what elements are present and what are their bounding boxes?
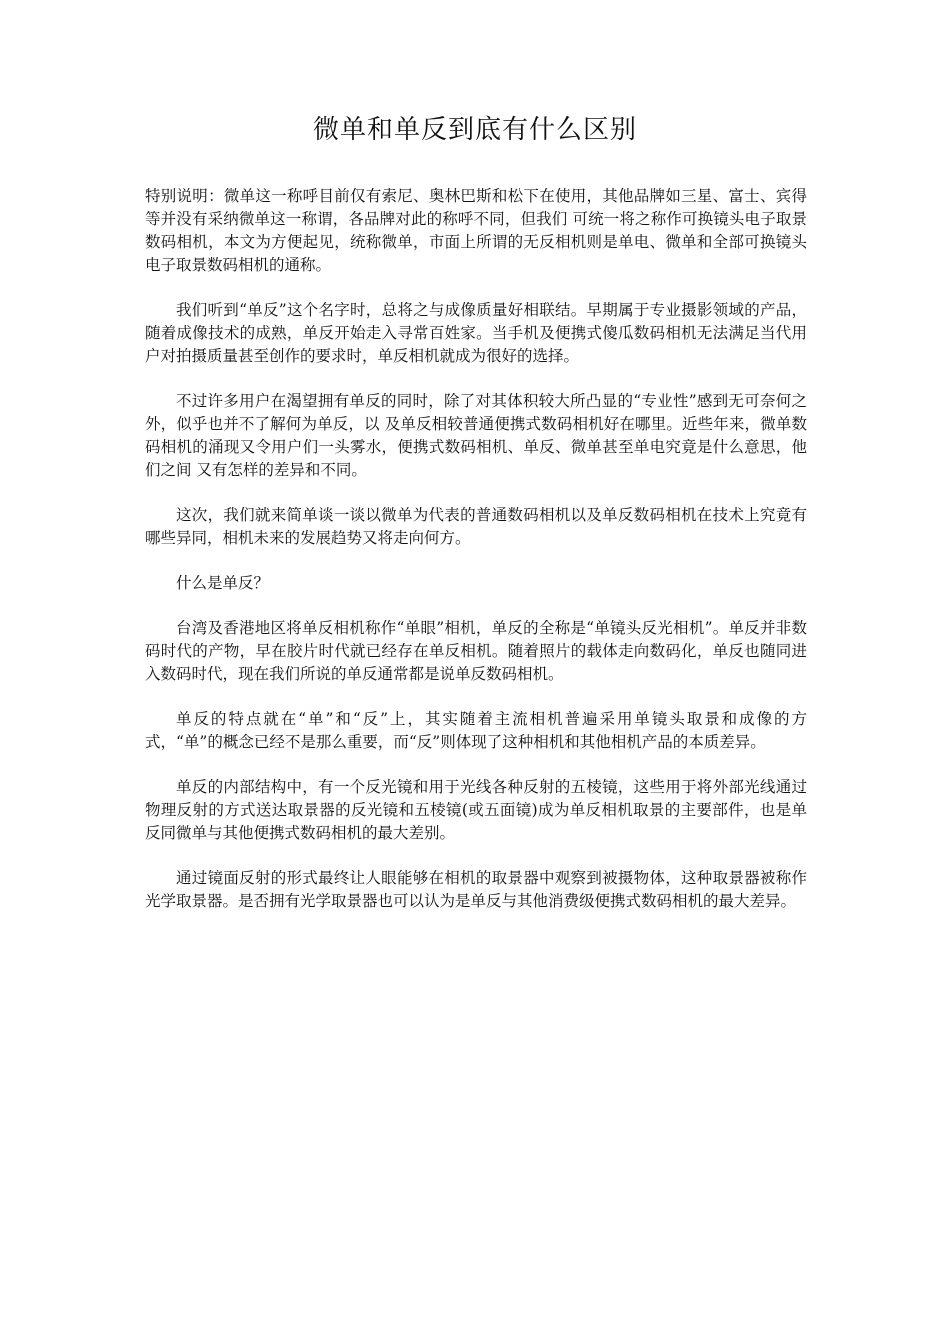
- paragraph: 通过镜面反射的形式最终让人眼能够在相机的取景器中观察到被摄物体，这种取景器被称作光学取景器。是否拥有光学取景器也可以认为是单反与其他消费级便携式数码相机的最大差异。: [145, 869, 807, 910]
- paragraph: 单反的特点就在“单”和“反”上，其实随着主流相机普遍采用单镜头取景和成像的方式，“单”的概念已经不是那么重要，而“反”则体现了这种相机和其他相机产品的本质差异。: [145, 710, 807, 751]
- page-title: 微单和单反到底有什么区别: [312, 115, 637, 145]
- article-body: [145, 185, 807, 935]
- paragraph: 单反的内部结构中，有一个反光镜和用于光线各种反射的五棱镜，这些用于将外部光线通过物理反射的方式送达取景器的反光镜和五棱镜(或五面镜)成为单反相机取景的主要部件，也是单反同微单与其他便携式数码相机的最大差别。: [145, 778, 807, 842]
- paragraph: 我们听到“单反”这个名字时，总将之与成像质量好相联结。早期属于专业摄影领域的产品，随着成像技术的成熟，单反开始走入寻常百姓家。当手机及便携式傻瓜数码相机无法满足当代用户对拍摄质量甚至创作的要求时，单反相机就成为很好的选择。: [145, 301, 807, 365]
- paragraph-note: 特别说明：微单这一称呼目前仅有索尼、奥林巴斯和松下在使用，其他品牌如三星、富士、宾得等并没有采纳微单这一称谓，各品牌对此的称呼不同，但我们 可统一将之称作可换镜头电子取景数码相机，本文为方便起见，统称微单，市面上所谓的无反相机则是单电、微单和全部可换镜头电子取景数码相机的通称。: [145, 187, 807, 274]
- paragraph: 不过许多用户在渴望拥有单反的同时，除了对其体积较大所凸显的“专业性”感到无可奈何之外，似乎也并不了解何为单反，以 及单反相较普通便携式数码相机好在哪里。近些年来，微单数码相机的涌现又令用户们一头雾水，便携式数码相机、单反、微单甚至单电究竟是什么意思，他们之间 又有怎样的差异和不同。: [145, 392, 807, 479]
- section-heading: 什么是单反？: [176, 574, 270, 592]
- paragraph: 这次，我们就来简单谈一谈以微单为代表的普通数码相机以及单反数码相机在技术上究竟有哪些异同，相机未来的发展趋势又将走向何方。: [145, 506, 807, 547]
- paragraph: 台湾及香港地区将单反相机称作“单眼”相机，单反的全称是“单镜头反光相机”。单反并非数码时代的产物，早在胶片时代就已经存在单反相机。随着照片的载体走向数码化，单反也随同进入数码时代，现在我们所说的单反通常都是说单反数码相机。: [145, 619, 807, 683]
